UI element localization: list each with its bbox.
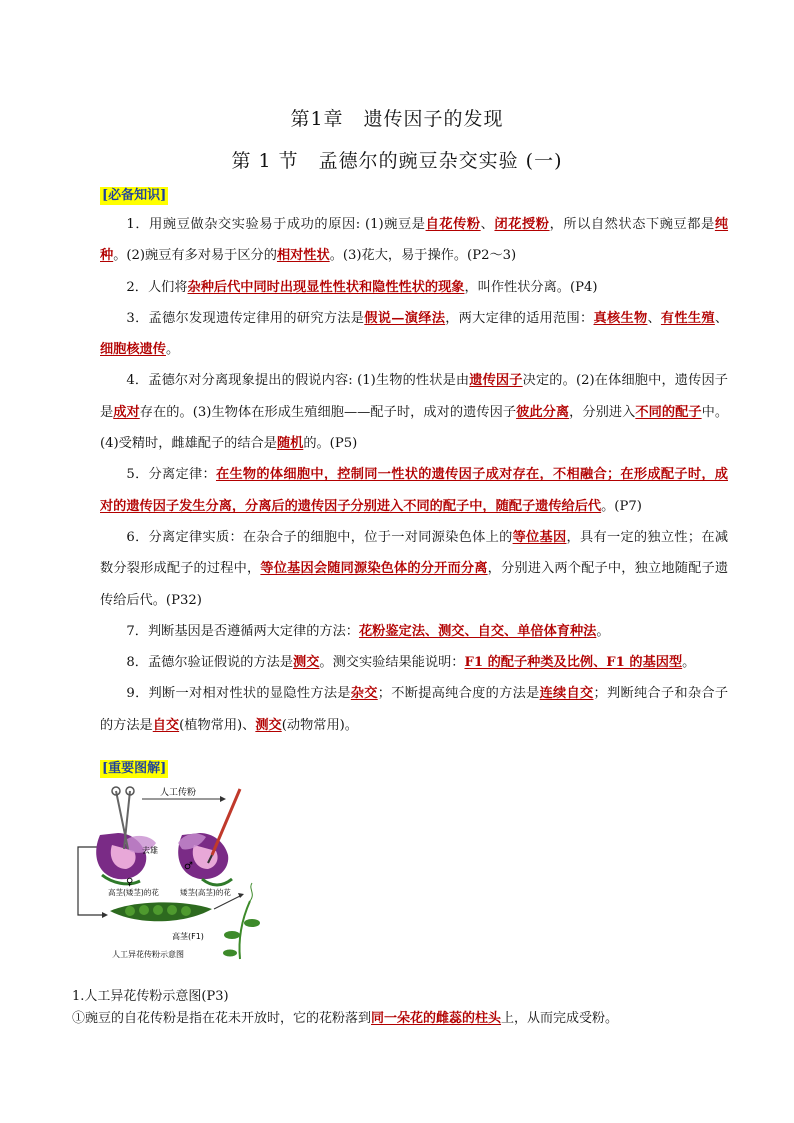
item-text: 。 (682, 655, 696, 671)
label-artificial-pollination: 人工传粉 (160, 788, 197, 798)
figure-tag: [重要图解] (102, 761, 167, 776)
item-text: ，所以自然状态下豌豆都是 (549, 217, 715, 232)
key-term: 杂种后代中同时出现显性性状和隐性性状的现象 (187, 279, 465, 295)
item-text: 4．孟德尔对分离现象提出的假说内容: (1)生物的性状是由 (126, 373, 470, 389)
key-term: F1 的配子种类及比例、F1 的基因型 (464, 655, 683, 671)
figure-note (72, 1007, 762, 1026)
key-term: 在生物的体细胞中，控制同一性状的遗传因子成对存在，不相融合；在形成配子时，成对的遗传因子发生分离，分离后的遗传因子分别进入不同的配子中，随配子遗传给后代 (100, 467, 728, 514)
key-term: 相对性状 (276, 248, 330, 264)
label-left-flower: 高茎(矮茎)的花 (108, 888, 159, 897)
item-text: 1．用豌豆做杂交实验易于成功的原因: (1)豌豆是 (126, 217, 426, 232)
item-text: 3．孟德尔发现遗传定律用的研究方法是 (126, 310, 365, 326)
pea-pod-icon (110, 902, 212, 921)
item-text: ①豌豆的自花传粉是指在花未开放时，它的花粉落到 (72, 1011, 372, 1026)
key-term: 纯种 (100, 217, 729, 264)
diagram-caption: 人工异花传粉示意图 (112, 950, 184, 959)
right-flower-icon (178, 833, 232, 885)
item-text: ，两大定律的适用范围： (445, 310, 594, 326)
knowledge-item-6 (100, 522, 728, 616)
key-term: 同一朵花的雌蕊的柱头 (371, 1011, 502, 1026)
chapter-title: 第1章 遗传因子的发现 (290, 108, 504, 130)
item-text: (动物常用)。 (281, 717, 358, 733)
item-text: ；判断纯合子和杂合子的方法是 (100, 686, 729, 733)
key-term: 自交 (152, 717, 180, 733)
item-text: 6．分离定律实质：在杂合子的细胞中，位于一对同源染色体上的 (126, 529, 513, 545)
item-text: 9．判断一对相对性状的显隐性方法是 (126, 686, 351, 702)
label-emasculation: 去雄 (142, 846, 158, 855)
knowledge-list (100, 209, 728, 741)
item-text: ，分别进入 (569, 404, 636, 420)
key-term: 花粉鉴定法、测交、自交、单倍体育种法 (358, 623, 597, 639)
key-term: 真核生物 (593, 310, 648, 326)
item-text: 、 (480, 217, 495, 232)
item-text: 、 (647, 310, 661, 326)
item-text: 5．分离定律： (126, 467, 216, 483)
key-term: 自花传粉 (425, 217, 481, 232)
female-symbol: ♀ (126, 877, 134, 888)
key-term: 等位基因会随同源染色体的分开而分离 (260, 561, 488, 577)
knowledge-tag: [必备知识] (102, 188, 167, 203)
item-text: ；不断提高纯合度的方法是 (377, 686, 540, 702)
key-term: 不同的配子 (635, 404, 702, 420)
key-term: 杂交 (350, 686, 378, 702)
key-term: 细胞核遗传 (100, 342, 166, 358)
key-term: 测交 (293, 655, 320, 671)
item-text: 7．判断基因是否遵循两大定律的方法： (126, 623, 359, 639)
key-term: 假说—演绎法 (364, 310, 446, 326)
knowledge-item-1 (100, 209, 728, 272)
key-term: 遗传因子 (469, 373, 523, 389)
knowledge-item-8 (100, 647, 728, 678)
key-term: 测交 (255, 717, 282, 733)
item-text: 、 (714, 310, 729, 326)
figure-title: 1.人工异花传粉示意图(P3) (72, 989, 229, 1004)
item-text: 。测交实验结果能说明： (319, 655, 465, 671)
item-text: ，分别进入两个配子中，独立地随配子遗传给后代。(P32) (100, 561, 729, 608)
item-text: (植物常用)、 (179, 717, 256, 733)
key-term: 彼此分离 (516, 404, 570, 420)
section-title: 第 1 节 孟德尔的豌豆杂交实验 (一) (231, 150, 563, 172)
item-text: 中。(4)受精时，雌雄配子的结合是 (100, 404, 729, 452)
item-text: 上，从而完成受粉。 (501, 1011, 619, 1026)
item-text: 。(P7) (601, 498, 642, 514)
item-text: 存在的。(3)生物体在形成生殖细胞——配子时，成对的遗传因子 (139, 404, 517, 420)
key-term: 等位基因 (512, 529, 567, 545)
item-text: 2．人们将 (126, 279, 188, 295)
item-text: 决定的。(2)在体细胞中，遗传因子是 (100, 373, 728, 420)
knowledge-item-7 (100, 616, 728, 647)
key-term: 随机 (276, 436, 304, 452)
item-text: 。 (596, 623, 610, 639)
label-f1: 高茎(F1) (172, 932, 204, 941)
key-term: 闭花授粉 (494, 217, 550, 232)
item-text: ，具有一定的独立性；在减数分裂形成配子的过程中， (100, 529, 729, 577)
item-text: 。(3)花大，易于操作。(P2～3) (329, 248, 517, 264)
item-text: 。(2)豌豆有多对易于区分的 (113, 248, 277, 264)
pollination-diagram (72, 783, 268, 963)
knowledge-item-2 (100, 272, 728, 303)
key-term: 有性生殖 (660, 310, 715, 326)
knowledge-item-9 (100, 678, 728, 741)
key-term: 成对 (113, 404, 140, 420)
item-text: 。 (165, 342, 180, 358)
item-text: ，叫作性状分离。(P4) (464, 279, 598, 295)
male-symbol: ♂ (184, 861, 193, 872)
knowledge-item-5 (100, 459, 728, 522)
item-text: 的。(P5) (303, 436, 358, 452)
knowledge-item-3 (100, 303, 728, 366)
item-text: 8．孟德尔验证假说的方法是 (126, 655, 294, 671)
knowledge-item-4 (100, 365, 728, 459)
key-term: 连续自交 (539, 686, 594, 702)
label-right-flower: 矮茎(高茎)的花 (180, 888, 231, 897)
